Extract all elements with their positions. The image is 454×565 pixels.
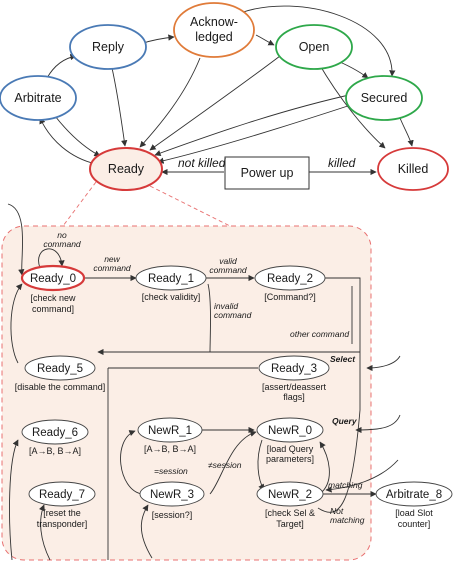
ann-load-query-2: parameters] [265,454,315,464]
newr2-label: NewR_2 [267,489,313,501]
ann-check-sel-1: [check Sel & [264,508,316,518]
ann-assert-2: flags] [283,392,305,402]
power-up-label: Power up [240,166,294,180]
ann-command-q: [Command?] [264,292,316,302]
open-label: Open [298,40,330,54]
label-invalid-command-1: invalid [214,301,239,311]
ready7-label: Ready_7 [38,489,86,501]
state-newr-1 [138,418,202,442]
ann-reset-2: transponder] [36,519,88,529]
ann-check-new-1: [check new [30,293,76,303]
state-reply [70,25,146,69]
reply-label: Reply [92,40,124,54]
ann-ab-r6: [A→B, B→A] [28,446,82,456]
state-ready-1 [136,266,206,290]
state-acknowledged [174,3,254,57]
arbitrate-label: Arbitrate [14,91,62,105]
newr0-label: NewR_0 [267,425,313,437]
edge-reply-ready [112,68,125,146]
ready5-label: Ready_5 [36,363,84,375]
ready1-label: Ready_1 [147,273,195,285]
ann-check-validity: [check validity] [141,292,201,302]
state-secured [346,76,422,120]
edge-arbitrate-reply [47,56,76,78]
newr3-label: NewR_3 [149,489,195,501]
edge-ready-arbitrate [40,118,96,164]
state-ready [90,148,162,190]
ready6-label: Ready_6 [31,427,79,439]
edge-open-ready [150,56,280,150]
label-other-command: other command [290,329,350,339]
state-ready-5 [25,356,95,380]
label-invalid-command-2: command [214,310,252,320]
ann-load-query-1: [load Query [266,444,314,454]
edge-secured-killed [400,118,412,146]
state-ready-0 [22,266,84,290]
label-valid-command-2: command [209,265,247,275]
zoom-line-left [60,182,96,230]
edge-secured-ready-2 [158,102,360,162]
label-no-command-2: command [43,239,81,249]
label-eq-session: =session [154,466,188,476]
ann-check-new-2: command] [31,304,75,314]
label-new-command-1: new [104,254,120,264]
edge-in-ready3 [367,356,400,368]
state-newr-3 [140,482,204,506]
state-ready-6 [22,420,88,444]
ann-load-slot-2: counter] [397,519,431,529]
label-valid-command-1: valid [219,256,237,266]
edge-secured-ready-1 [155,93,358,155]
edge-ack-open [256,35,274,45]
label-not-matching-2: matching [330,515,365,525]
ready0-label: Ready_0 [29,273,77,285]
edge-arbitrate-ready [55,116,100,156]
killed-edge-label: killed [328,156,356,170]
not-killed-label: not killed [178,156,226,170]
ready-label: Ready [107,162,145,176]
ready2-label: Ready_2 [266,273,314,285]
ann-load-slot-1: [load Slot [395,508,433,518]
newr1-label: NewR_1 [147,425,193,437]
secured-label: Secured [360,91,408,105]
label-matching: matching [328,480,363,490]
state-ready-7 [29,482,95,506]
killed-label: Killed [397,162,429,176]
state-open [276,25,352,69]
label-select: Select [330,354,356,364]
ann-session-q: [session?] [151,510,193,520]
ann-assert-1: [assert/deassert [261,382,327,392]
label-not-matching-1: Not [330,506,344,516]
state-arbitrate [0,76,76,120]
ack-label-2: ledged [195,30,233,44]
state-newr-0 [257,418,323,442]
state-arbitrate-8 [376,482,452,506]
ann-check-sel-2: Target] [276,519,304,529]
state-ready-3 [259,356,329,380]
ann-disable: [disable the command] [14,382,106,392]
zoom-line-right [150,186,230,226]
label-new-command-2: command [93,263,131,273]
label-query: Query [332,416,357,426]
label-no-command-1: no [57,230,67,240]
state-killed [378,148,448,190]
edge-ack-ready [140,58,200,147]
ann-ab-n1: [A→B, B→A] [143,444,197,454]
arbitrate8-label: Arbitrate_8 [385,489,443,501]
ready3-label: Ready_3 [270,363,318,375]
state-newr-2 [257,482,323,506]
state-power-up [225,157,309,189]
ack-label-1: Acknow- [190,15,238,29]
ann-reset-1: [reset the [43,508,81,518]
state-ready-2 [255,266,325,290]
label-neq-session: ≠session [208,460,242,470]
